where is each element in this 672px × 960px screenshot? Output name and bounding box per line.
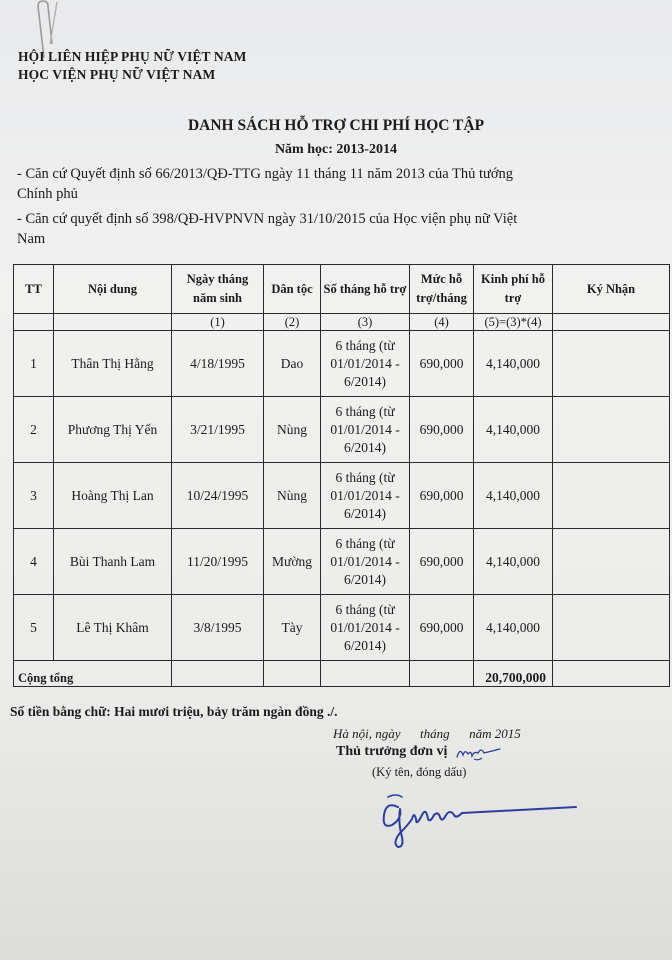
table-row xyxy=(14,397,670,463)
table-header-row xyxy=(14,265,670,314)
row-months: 6 tháng (từ 01/01/2014 - 6/2014) xyxy=(321,463,410,529)
legal-basis-2: - Căn cứ quyết định số 398/QĐ-HVPNVN ngày 31/10/2015 của Học viện phụ nữ Việt Nam xyxy=(17,211,518,247)
row-dob: 3/8/1995 xyxy=(172,595,264,661)
table-row xyxy=(14,331,670,397)
header-dob: Ngày tháng năm sinh xyxy=(172,265,264,314)
amount-in-words: Số tiền bằng chữ: Hai mươi triệu, bảy trăm ngàn đồng ./. xyxy=(10,704,338,719)
row-signature-cell xyxy=(553,331,670,397)
row-amount: 4,140,000 xyxy=(474,463,553,529)
place-date: Hà nội, ngày tháng năm 2015 xyxy=(333,726,521,741)
row-amount: 4,140,000 xyxy=(474,397,553,463)
organization-name: HỘI LIÊN HIỆP PHỤ NỮ VIỆT NAM xyxy=(18,49,247,64)
row-name: Hoàng Thị Lan xyxy=(54,463,172,529)
row-signature-cell xyxy=(553,397,670,463)
total-amount: 20,700,000 xyxy=(474,661,553,687)
row-dob: 10/24/1995 xyxy=(172,463,264,529)
row-ethnicity: Mường xyxy=(264,529,321,595)
row-months: 6 tháng (từ 01/01/2014 - 6/2014) xyxy=(321,397,410,463)
row-dob: 11/20/1995 xyxy=(172,529,264,595)
row-amount: 4,140,000 xyxy=(474,331,553,397)
handwritten-signature xyxy=(376,785,586,855)
row-rate: 690,000 xyxy=(410,529,474,595)
signer-title: Thủ trưởng đơn vị xyxy=(336,744,448,759)
row-signature-cell xyxy=(553,463,670,529)
row-ethnicity: Tày xyxy=(264,595,321,661)
row-tt: 5 xyxy=(14,595,54,661)
header-ethnicity: Dân tộc xyxy=(264,265,321,314)
colnum-rate: (4) xyxy=(410,314,474,331)
row-amount: 4,140,000 xyxy=(474,595,553,661)
table-row xyxy=(14,529,670,595)
row-tt: 2 xyxy=(14,397,54,463)
handwritten-initials xyxy=(454,741,504,765)
row-tt: 1 xyxy=(14,331,54,397)
row-name: Bùi Thanh Lam xyxy=(54,529,172,595)
column-number-row xyxy=(14,314,670,331)
school-year: Năm học: 2013-2014 xyxy=(274,142,398,157)
header-rate: Mức hỗ trợ/tháng xyxy=(410,265,474,314)
header-content: Nội dung xyxy=(54,265,172,314)
colnum-dob: (1) xyxy=(172,314,264,331)
colnum-tt xyxy=(14,314,54,331)
row-name: Thân Thị Hằng xyxy=(54,331,172,397)
row-ethnicity: Nùng xyxy=(264,463,321,529)
total-empty-cell xyxy=(410,661,474,687)
table-row xyxy=(14,595,670,661)
row-name: Phương Thị Yến xyxy=(54,397,172,463)
row-signature-cell xyxy=(553,595,670,661)
row-months: 6 tháng (từ 01/01/2014 - 6/2014) xyxy=(321,331,410,397)
colnum-amount: (5)=(3)*(4) xyxy=(474,314,553,331)
row-months: 6 tháng (từ 01/01/2014 - 6/2014) xyxy=(321,529,410,595)
table-row xyxy=(14,463,670,529)
row-tt: 4 xyxy=(14,529,54,595)
colnum-content xyxy=(54,314,172,331)
colnum-months: (3) xyxy=(321,314,410,331)
header-amount: Kinh phí hỗ trợ xyxy=(474,265,553,314)
total-empty-cell xyxy=(264,661,321,687)
row-tt: 3 xyxy=(14,463,54,529)
total-empty-cell xyxy=(321,661,410,687)
support-table xyxy=(13,264,670,687)
header-sign: Ký Nhận xyxy=(553,265,670,314)
row-dob: 4/18/1995 xyxy=(172,331,264,397)
signer-note: (Ký tên, đóng dấu) xyxy=(372,765,467,779)
colnum-ethnicity: (2) xyxy=(264,314,321,331)
total-row xyxy=(14,661,670,687)
header-months: Số tháng hỗ trợ xyxy=(321,265,410,314)
row-months: 6 tháng (từ 01/01/2014 - 6/2014) xyxy=(321,595,410,661)
total-empty-cell xyxy=(553,661,670,687)
row-dob: 3/21/1995 xyxy=(172,397,264,463)
total-label: Cộng tổng xyxy=(14,661,172,687)
total-empty-cell xyxy=(172,661,264,687)
document-title: DANH SÁCH HỖ TRỢ CHI PHÍ HỌC TẬP xyxy=(187,117,485,134)
legal-basis-1: - Căn cứ Quyết định số 66/2013/QĐ-TTG ngày 11 tháng 11 năm 2013 của Thủ tướng Chính phủ xyxy=(17,166,514,202)
row-rate: 690,000 xyxy=(410,595,474,661)
row-name: Lê Thị Khâm xyxy=(54,595,172,661)
row-rate: 690,000 xyxy=(410,463,474,529)
colnum-sign xyxy=(553,314,670,331)
row-ethnicity: Nùng xyxy=(264,397,321,463)
header-tt: TT xyxy=(14,265,54,314)
row-rate: 690,000 xyxy=(410,331,474,397)
institution-name: HỌC VIỆN PHỤ NỮ VIỆT NAM xyxy=(18,67,216,82)
row-signature-cell xyxy=(553,529,670,595)
row-ethnicity: Dao xyxy=(264,331,321,397)
row-rate: 690,000 xyxy=(410,397,474,463)
row-amount: 4,140,000 xyxy=(474,529,553,595)
